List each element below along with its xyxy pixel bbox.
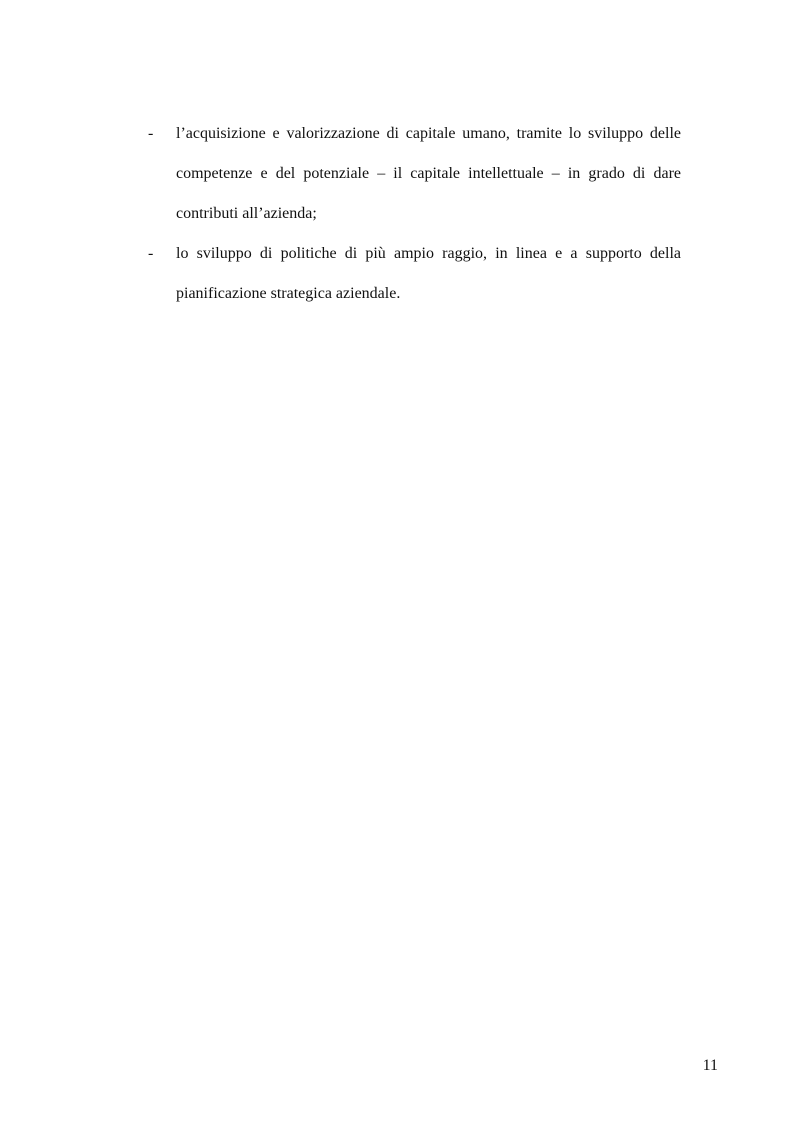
bullet-list	[148, 114, 681, 314]
bullet-marker: -	[148, 245, 154, 262]
list-item-text: lo sviluppo di politiche di più ampio raggio, in linea e a supporto della pianificazione strategica aziendale.	[176, 245, 681, 302]
list-item	[148, 114, 681, 234]
list-item	[148, 234, 681, 314]
page-number: 11	[702, 1057, 718, 1074]
bullet-marker: -	[148, 125, 154, 142]
list-item-text: l’acquisizione e valorizzazione di capitale umano, tramite lo sviluppo delle competenze e del potenziale – il capitale intellettuale – in grado di dare contributi all’azienda;	[176, 125, 681, 222]
